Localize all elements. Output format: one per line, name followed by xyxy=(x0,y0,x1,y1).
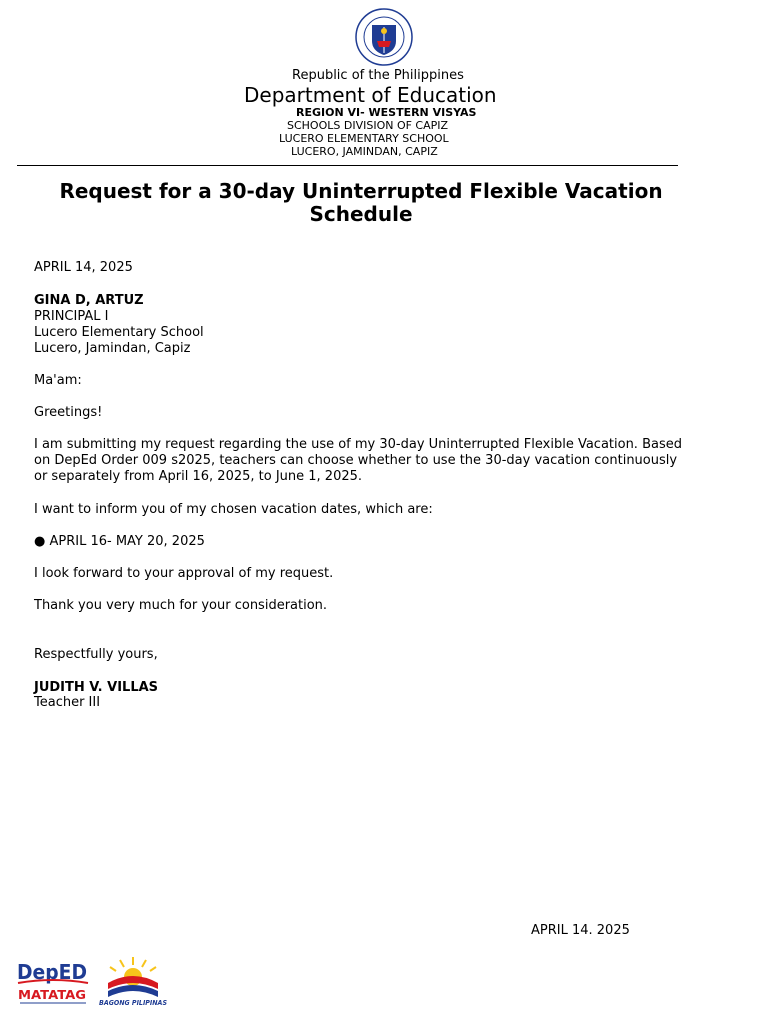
bagong-pilipinas-logo-icon xyxy=(96,953,170,1007)
letter-date: APRIL 14, 2025 xyxy=(34,260,133,275)
svg-text:MATATAG: MATATAG xyxy=(18,988,86,1002)
region-line: REGION VI- WESTERN VISYAS xyxy=(296,106,477,119)
recipient-name: GINA D, ARTUZ xyxy=(34,293,144,308)
school-line: LUCERO ELEMENTARY SCHOOL xyxy=(279,132,449,145)
inform-paragraph: I want to inform you of my chosen vacation dates, which are: xyxy=(34,502,433,517)
republic-line: Republic of the Philippines xyxy=(292,68,464,83)
salutation: Ma'am: xyxy=(34,373,82,388)
greeting: Greetings! xyxy=(34,405,103,420)
division-line: SCHOOLS DIVISION OF CAPIZ xyxy=(287,119,449,132)
vacation-dates-bullet: ● APRIL 16- MAY 20, 2025 xyxy=(34,534,205,549)
svg-text:DepED: DepED xyxy=(17,960,87,984)
thanks-paragraph: Thank you very much for your consideration. xyxy=(34,598,328,613)
footer-date: APRIL 14. 2025 xyxy=(531,923,630,938)
recipient-address: Lucero, Jamindan, Capiz xyxy=(34,341,191,356)
signatory-position: Teacher III xyxy=(34,695,101,710)
department-name: Department of Education xyxy=(244,83,497,107)
deped-seal-icon xyxy=(350,7,418,67)
recipient-position: PRINCIPAL I xyxy=(34,309,109,324)
letter-title: Request for a 30-day Uninterrupted Flexible Vacation Schedule xyxy=(59,179,663,226)
signatory-name: JUDITH V. VILLAS xyxy=(34,680,159,695)
recipient-school: Lucero Elementary School xyxy=(34,325,204,340)
deped-matatag-logo-icon xyxy=(16,957,90,1005)
svg-text:BAGONG PILIPINAS: BAGONG PILIPINAS xyxy=(99,999,167,1007)
address-line: LUCERO, JAMINDAN, CAPIZ xyxy=(291,145,438,158)
header-divider xyxy=(17,165,678,166)
closing: Respectfully yours, xyxy=(34,647,158,662)
approval-paragraph: I look forward to your approval of my request. xyxy=(34,566,334,581)
request-paragraph: I am submitting my request regarding the use of my 30-day Uninterrupted Flexible Vacation. Based on DepEd Order 009 s2025, teachers can choose whether to use the 30-day vacation continuously or separately from April 16, 2025, to June 1, 2025. xyxy=(34,437,682,484)
